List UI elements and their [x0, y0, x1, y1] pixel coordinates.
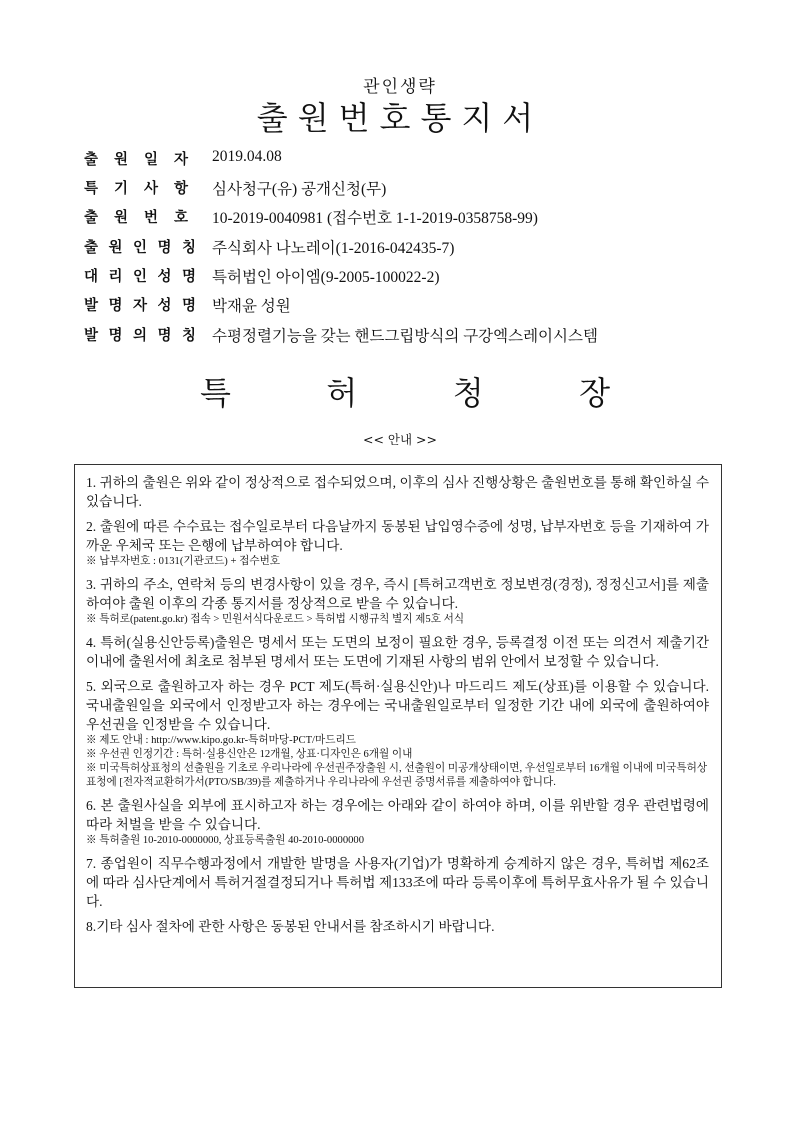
field-value: 박재윤 성원: [212, 298, 291, 315]
document-title: 출원번호통지서: [256, 99, 544, 137]
field-label: 특 기 사 항: [84, 181, 188, 197]
field-label: 출 원 인 명 칭: [84, 240, 196, 256]
field-label: 발 명 의 명 칭: [84, 328, 196, 344]
field-label: 출 원 일 자: [84, 152, 188, 168]
field-value: 특허법인 아이엠(9-2005-100022-2): [212, 269, 440, 286]
field-label: 출 원 번 호: [84, 210, 188, 226]
notice-note: ※ 특허로(patent.go.kr) 접속 > 민원서식다운로드 > 특허법 시행규칙 별지 제5호 서식: [86, 614, 465, 625]
notice-text: 7. 종업원이 직무수행과정에서 개발한 발명을 사용자(기업)가 명확하게 승계하지 않은 경우, 특허법 제62조에 따라 심사단계에서 특허거절결정되거나 특허법 제133조에 따라 등록이후에 특허무효사유가 될 수 있습니다.: [86, 856, 709, 909]
notice-text: 5. 외국으로 출원하고자 하는 경우 PCT 제도(특허·실용신안)나 마드리드 제도(상표)를 이용할 수 있습니다. 국내출원일을 외국에서 인정받고자 하는 경우에는 국내출원일로부터 일정한 기간 내에 외국에 출원하여야 우선권을 인정받을 수 있습니다.: [86, 679, 709, 732]
notice-text: 6. 본 출원사실을 외부에 표시하고자 하는 경우에는 아래와 같이 하여야 하며, 이를 위반할 경우 관련법령에 따라 처벌을 받을 수 있습니다.: [86, 798, 709, 832]
notice-item-7: [86, 854, 709, 911]
notice-item-2: [86, 517, 709, 569]
guide-label: << 안내 >>: [363, 432, 437, 447]
notice-note: ※ 특허출원 10-2010-0000000, 상표등록출원 40-2010-0000000: [86, 835, 365, 846]
notice-item-1: [86, 473, 709, 511]
notice-text: 8.기타 심사 절차에 관한 사항은 동봉된 안내서를 참조하시기 바랍니다.: [86, 919, 495, 934]
notice-item-5: [86, 677, 709, 790]
notice-note: ※ 미국특허상표청의 선출원을 기초로 우리나라에 우선권주장출원 시, 선출원이 미공개상태이면, 우선일로부터 16개월 이내에 미국특허상표청에 [전자적교환허가서(PTO/SB/39)를 제출하거나 우리나라에 우선권 증명서류를 제출하여야 합니다.: [86, 763, 708, 788]
notice-note: ※ 제도 안내 : http://www.kipo.go.kr-특허마당-PCT/마드리드: [86, 735, 356, 746]
field-value: 주식회사 나노레이(1-2016-042435-7): [212, 240, 455, 257]
agency-char: 청: [452, 374, 484, 412]
notice-text: 3. 귀하의 주소, 연락처 등의 변경사항이 있을 경우, 즉시 [특허고객번호 정보변경(경정), 정정신고서]를 제출하여야 출원 이후의 각종 통지서를 정상적으로 받을 수 있습니다.: [86, 577, 709, 611]
notice-box: [74, 464, 722, 988]
field-value: 10-2019-0040981 (접수번호 1-1-2019-0358758-99): [212, 210, 538, 227]
notice-text: 4. 특허(실용신안등록)출원은 명세서 또는 도면의 보정이 필요한 경우, 등록결정 이전 또는 의견서 제출기간 이내에 출원서에 최초로 첨부된 명세서 또는 도면에 기재된 사항의 범위 안에서 보정할 수 있습니다.: [86, 635, 709, 669]
notice-note: ※ 우선권 인정기간 : 특허·실용신안은 12개월, 상표·디자인은 6개월 이내: [86, 749, 413, 760]
notice-item-8: [86, 917, 709, 936]
field-label: 대 리 인 성 명: [84, 269, 196, 285]
field-value: 심사청구(유) 공개신청(무): [212, 181, 387, 198]
notice-note: ※ 납부자번호 : 0131(기관코드) + 접수번호: [86, 556, 281, 567]
notice-item-3: [86, 575, 709, 627]
field-value: 수평정렬기능을 갖는 핸드그립방식의 구강엑스레이시스템: [212, 328, 598, 345]
field-value: 2019.04.08: [212, 148, 282, 165]
agency-char: 허: [326, 374, 358, 412]
agency-char: 장: [579, 374, 610, 412]
official-seal-omitted-label: 관인생략: [363, 77, 437, 97]
notice-item-4: [86, 633, 709, 671]
notice-text: 2. 출원에 따른 수수료는 접수일로부터 다음날까지 동봉된 납입영수증에 성명, 납부자번호 등을 기재하여 가까운 우체국 또는 은행에 납부하여야 합니다.: [86, 519, 709, 553]
notice-text: 1. 귀하의 출원은 위와 같이 정상적으로 접수되었으며, 이후의 심사 진행상황은 출원번호를 통해 확인하실 수 있습니다.: [86, 475, 709, 509]
issuing-agency: [200, 368, 610, 414]
field-label: 발 명 자 성 명: [84, 298, 196, 314]
notice-item-6: [86, 796, 709, 848]
agency-char: 특: [200, 374, 231, 412]
